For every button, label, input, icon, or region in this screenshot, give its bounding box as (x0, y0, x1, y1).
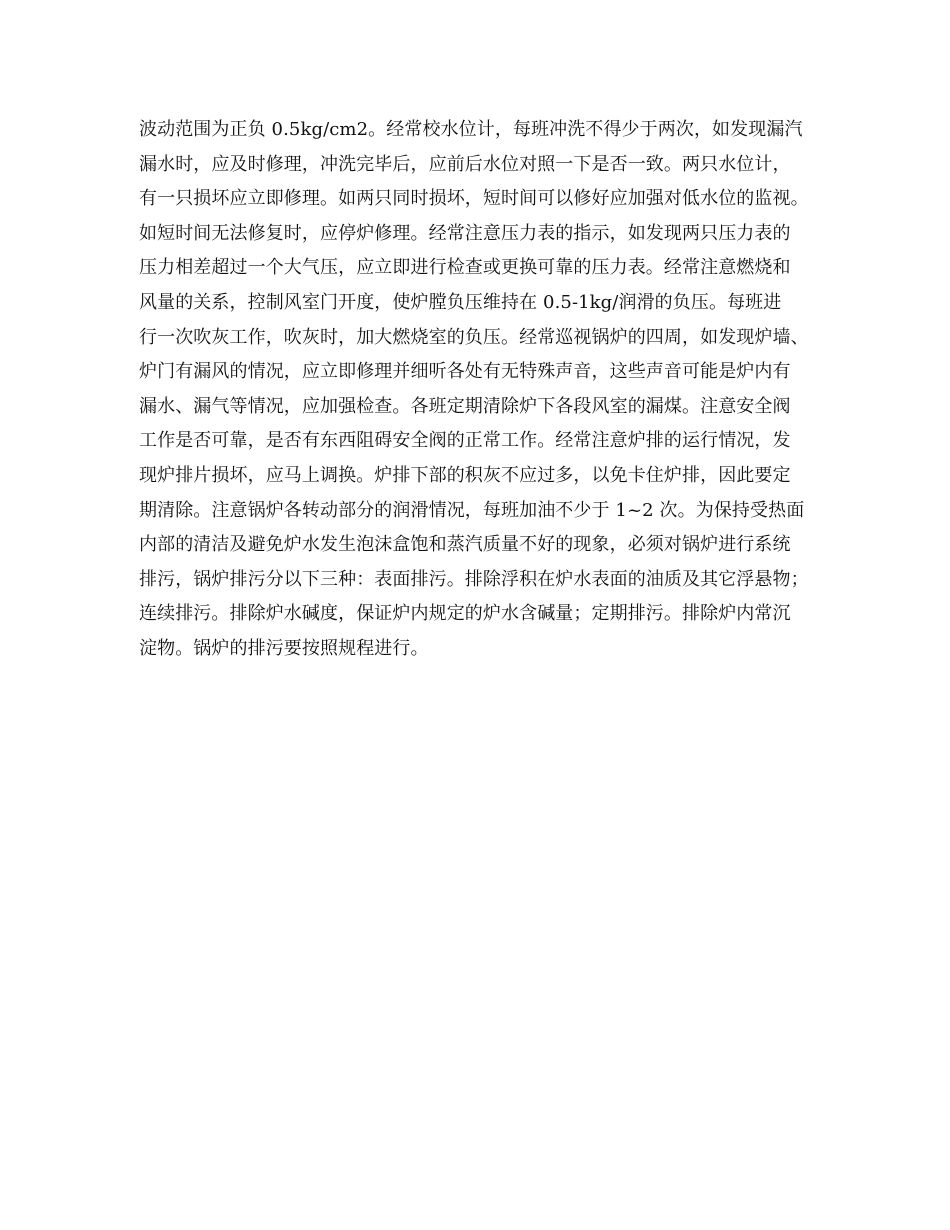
paragraph-line: 工作是否可靠，是否有东西阻碍安全阀的正常工作。经常注意炉排的运行情况，发 (139, 430, 791, 452)
paragraph-line: 漏水、漏气等情况，应加强检查。各班定期清除炉下各段风室的漏煤。注意安全阀 (139, 395, 791, 417)
paragraph-line: 波动范围为正负 0.5kg/cm2。经常校水位计，每班冲洗不得少于两次，如发现漏汽 (139, 119, 803, 140)
paragraph-line: 内部的清洁及避免炉水发生泡沫盒饱和蒸汽质量不好的现象，必须对锅炉进行系统 (139, 534, 791, 556)
paragraph-line: 如短时间无法修复时，应停炉修理。经常注意压力表的指示，如发现两只压力表的 (139, 222, 791, 244)
paragraph-line: 漏水时，应及时修理，冲洗完毕后，应前后水位对照一下是否一致。两只水位计， (139, 153, 791, 175)
paragraph-line: 现炉排片损坏，应马上调换。炉排下部的积灰不应过多，以免卡住炉排，因此要定 (139, 464, 791, 486)
paragraph-line: 连续排污。排除炉水碱度，保证炉内规定的炉水含碱量；定期排污。排除炉内常沉 (139, 603, 791, 625)
body-paragraph (139, 113, 839, 667)
paragraph-line: 行一次吹灰工作，吹灰时，加大燃烧室的负压。经常巡视锅炉的四周，如发现炉墙、 (139, 326, 809, 348)
paragraph-line: 有一只损坏应立即修理。如两只同时损坏，短时间可以修好应加强对低水位的监视。 (139, 188, 809, 210)
paragraph-line: 压力相差超过一个大气压，应立即进行检查或更换可靠的压力表。经常注意燃烧和 (139, 257, 791, 279)
paragraph-line: 炉门有漏风的情况，应立即修理并细听各处有无特殊声音，这些声音可能是炉内有 (139, 361, 791, 383)
paragraph-line: 期清除。注意锅炉各转动部分的润滑情况，每班加油不少于 1~2 次。为保持受热面 (139, 499, 805, 521)
paragraph-line: 风量的关系，控制风室门开度，使炉膛负压维持在 0.5-1kg/润滑的负压。每班进 (139, 291, 782, 313)
paragraph-line: 排污，锅炉排污分以下三种：表面排污。排除浮积在炉水表面的油质及其它浮悬物； (139, 568, 809, 590)
paragraph-line: 淀物。锅炉的排污要按照规程进行。 (139, 637, 429, 659)
